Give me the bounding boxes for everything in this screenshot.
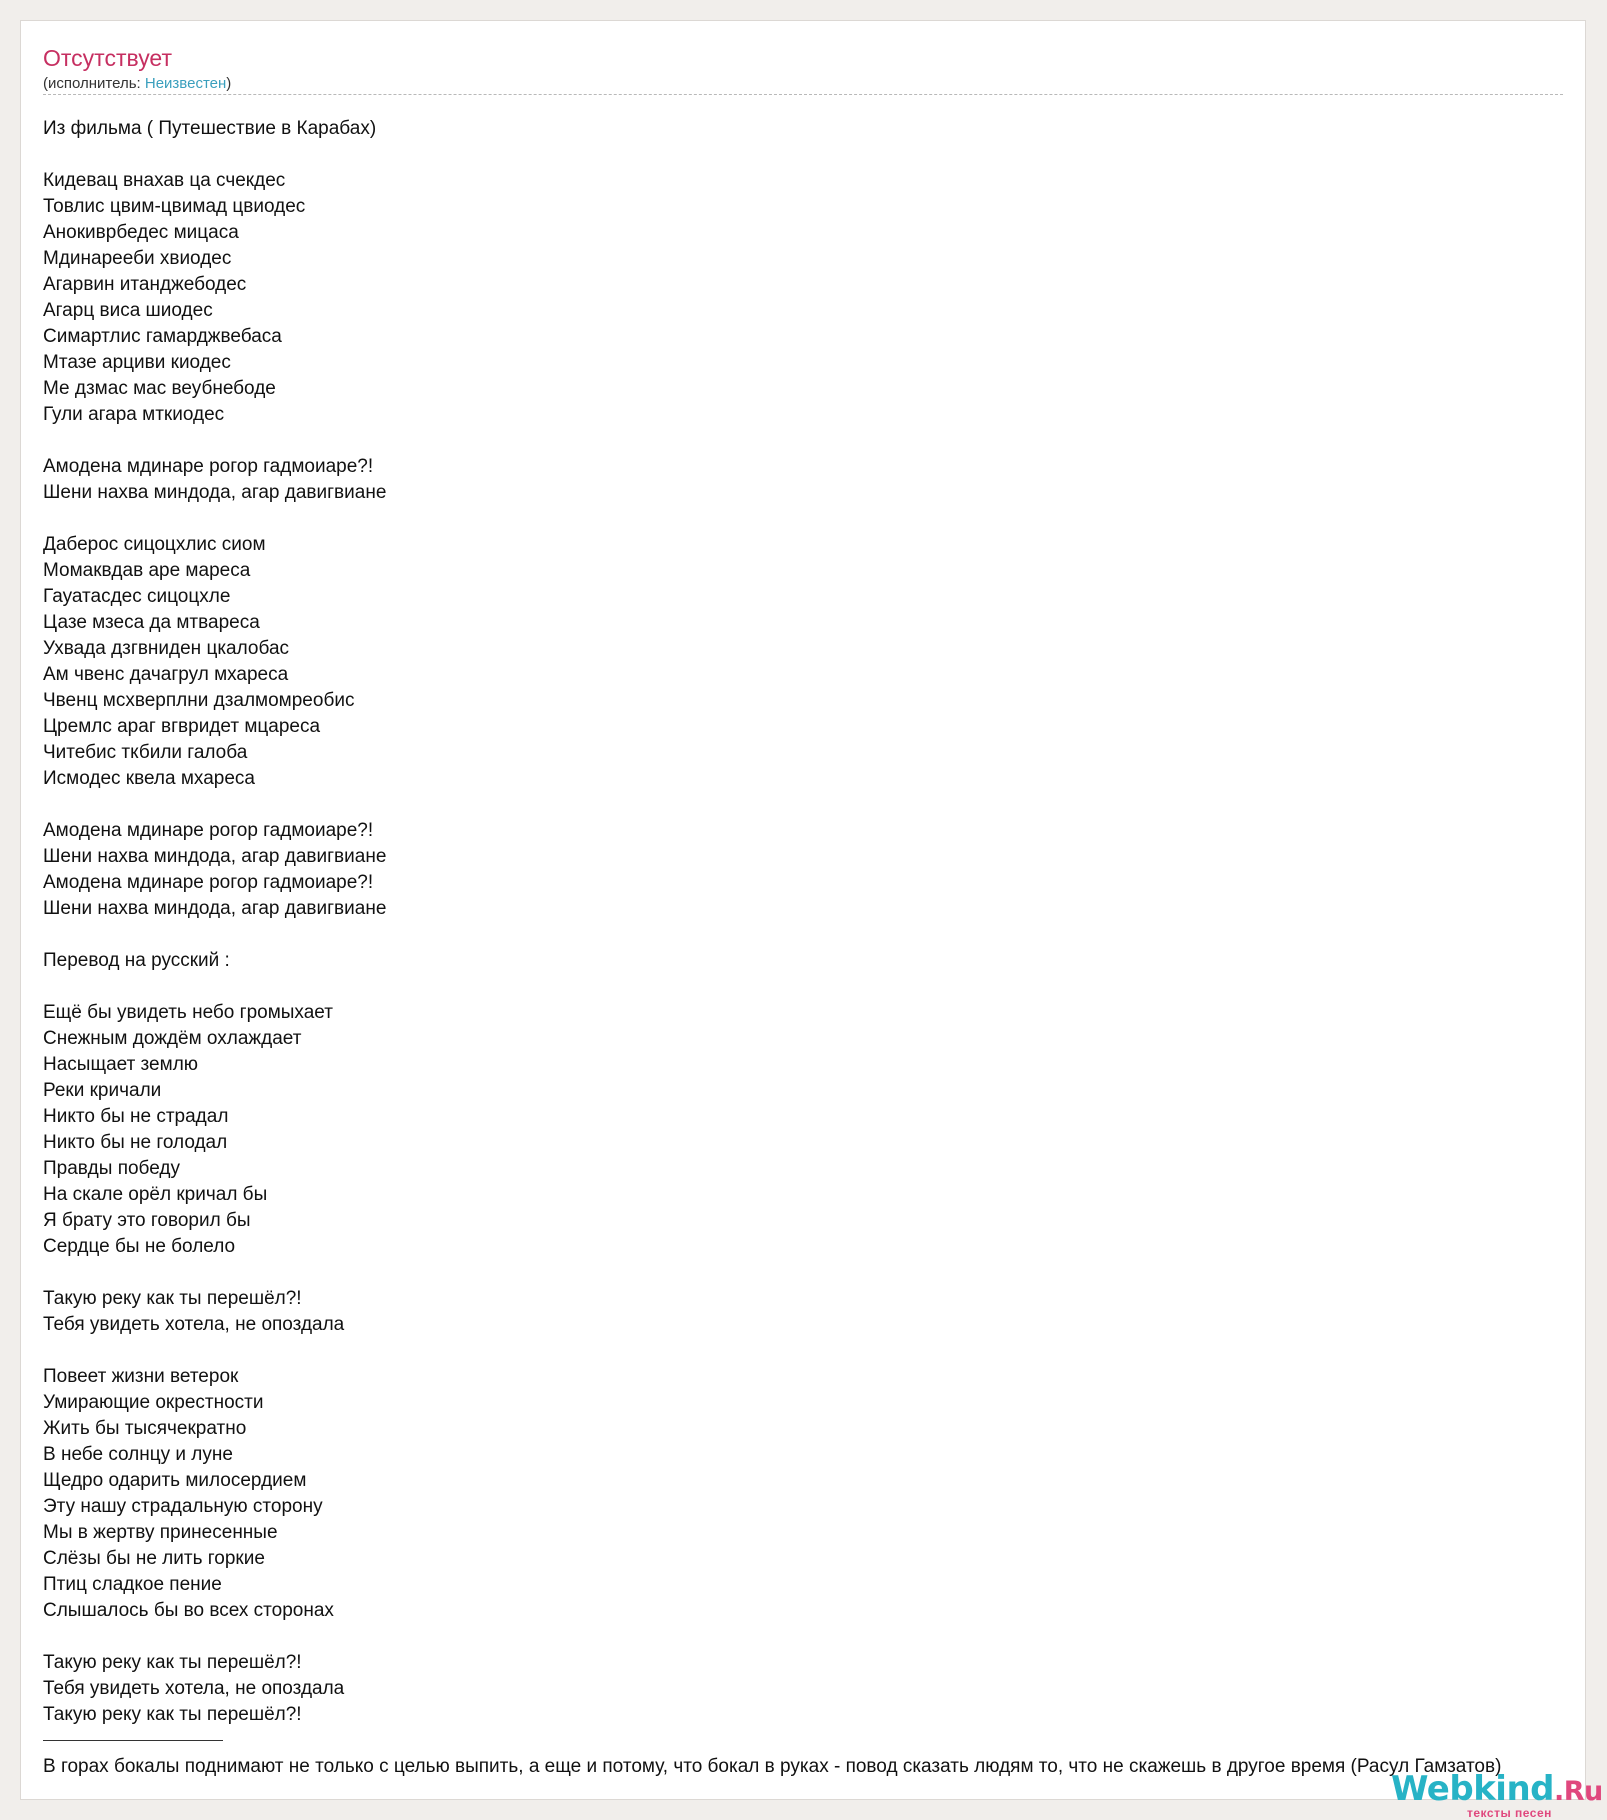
lyrics-card [20,20,1603,1820]
logo-suffix: .Ru [1554,1776,1603,1807]
lyrics-text [43,116,1563,1728]
lyric-line: Умирающие окрестности [43,1392,264,1413]
lyric-line: Птиц сладкое пение [43,1574,222,1595]
lyric-line: Момаквдав аре мареса [43,560,251,581]
lyric-line: Читебис ткбили галоба [43,742,248,763]
lyric-line: Шени нахва миндода, агар давигвиане [43,898,387,919]
lyric-line: Сердце бы не болело [43,1236,236,1257]
lyric-line: Шени нахва миндода, агар давигвиане [43,482,387,503]
footnote-divider [43,1740,223,1741]
lyric-line: Симартлис гамарджвебаса [43,326,282,347]
lyric-line: Ам чвенс дачагрул мхареса [43,664,289,685]
lyric-line: Я брату это говорил бы [43,1210,251,1231]
lyric-line: Амодена мдинаре рогор гадмоиаре?! [43,820,374,841]
lyric-line: Чвенц мсхверплни дзалмомреобис [43,690,355,711]
logo-main-text: Webkind [1391,1769,1554,1809]
lyric-line: Щедро одарить милосердием [43,1470,307,1491]
lyric-line: Цремлс араг вгвридет мцареса [43,716,321,737]
lyric-line: Никто бы не страдал [43,1106,229,1127]
lyric-line: Кидевац внахав ца счекдес [43,170,286,191]
lyric-line: Повеет жизни ветерок [43,1366,239,1387]
lyric-line: Амодена мдинаре рогор гадмоиаре?! [43,456,374,477]
lyric-line: На скале орёл кричал бы [43,1184,268,1205]
lyric-line: Агарвин итанджебодес [43,274,247,295]
lyric-line: Слышалось бы во всех сторонах [43,1600,334,1621]
logo-tagline: тексты песен [1467,1806,1552,1820]
lyric-line: Гауатасдес сицоцхле [43,586,231,607]
song-title: Отсутствует [43,45,172,71]
logo-wordmark [1391,1770,1603,1811]
lyric-line: Амодена мдинаре рогор гадмоиаре?! [43,872,374,893]
lyric-line: Такую реку как ты перешёл?! [43,1288,302,1309]
lyric-line: Исмодес квела мхареса [43,768,255,789]
lyric-line: Тебя увидеть хотела, не опоздала [43,1314,345,1335]
webkind-logo[interactable] [1391,1770,1601,1820]
lyric-line: Товлис цвим-цвимад цвиодес [43,196,306,217]
lyric-line: Такую реку как ты перешёл?! [43,1704,302,1725]
lyric-line: Мдинарееби хвиодес [43,248,232,269]
lyric-line: Никто бы не голодал [43,1132,228,1153]
lyric-line: Мтазе арциви киодес [43,352,231,373]
artist-suffix: ) [226,75,232,92]
lyric-line: Шени нахва миндода, агар давигвиане [43,846,387,867]
lyric-line: Анокиврбедес мицаса [43,222,239,243]
lyric-line: Ме дзмас мас веубнебоде [43,378,276,399]
lyric-line: Даберос сицоцхлис сиом [43,534,266,555]
footer-quote: В горах бокалы поднимают не только с целью выпить, а еще и потому, что бокал в руках - повод сказать людям то, что не скажешь в другое время (Расул Гамзатов) [43,1756,1502,1777]
lyric-line: Цазе мзеса да мтвареса [43,612,260,633]
lyric-line: Из фильма ( Путешествие в Карабах) [43,118,377,139]
lyric-line: Ухвада дзгвниден цкалобас [43,638,290,659]
lyric-line: Мы в жертву принесенные [43,1522,278,1543]
lyric-line: Перевод на русский : [43,950,230,971]
lyric-line: Правды победу [43,1158,180,1179]
lyric-line: Ещё бы увидеть небо громыхает [43,1002,333,1023]
lyric-line: Жить бы тысячекратно [43,1418,247,1439]
lyric-line: Снежным дождём охлаждает [43,1028,302,1049]
lyric-line: Слёзы бы не лить горкие [43,1548,265,1569]
artist-link[interactable]: Неизвестен [144,75,227,92]
lyric-line: Реки кричали [43,1080,162,1101]
artist-line [43,74,231,94]
lyric-line: В небе солнцу и луне [43,1444,233,1465]
lyric-line: Насыщает землю [43,1054,199,1075]
lyric-line: Такую реку как ты перешёл?! [43,1652,302,1673]
artist-prefix: (исполнитель: [43,75,145,92]
lyric-line: Тебя увидеть хотела, не опоздала [43,1678,345,1699]
title-divider [43,94,1563,95]
lyric-line: Агарц виса шиодес [43,300,213,321]
lyric-line: Эту нашу страдальную сторону [43,1496,323,1517]
lyric-line: Гули агара мткиодес [43,404,225,425]
